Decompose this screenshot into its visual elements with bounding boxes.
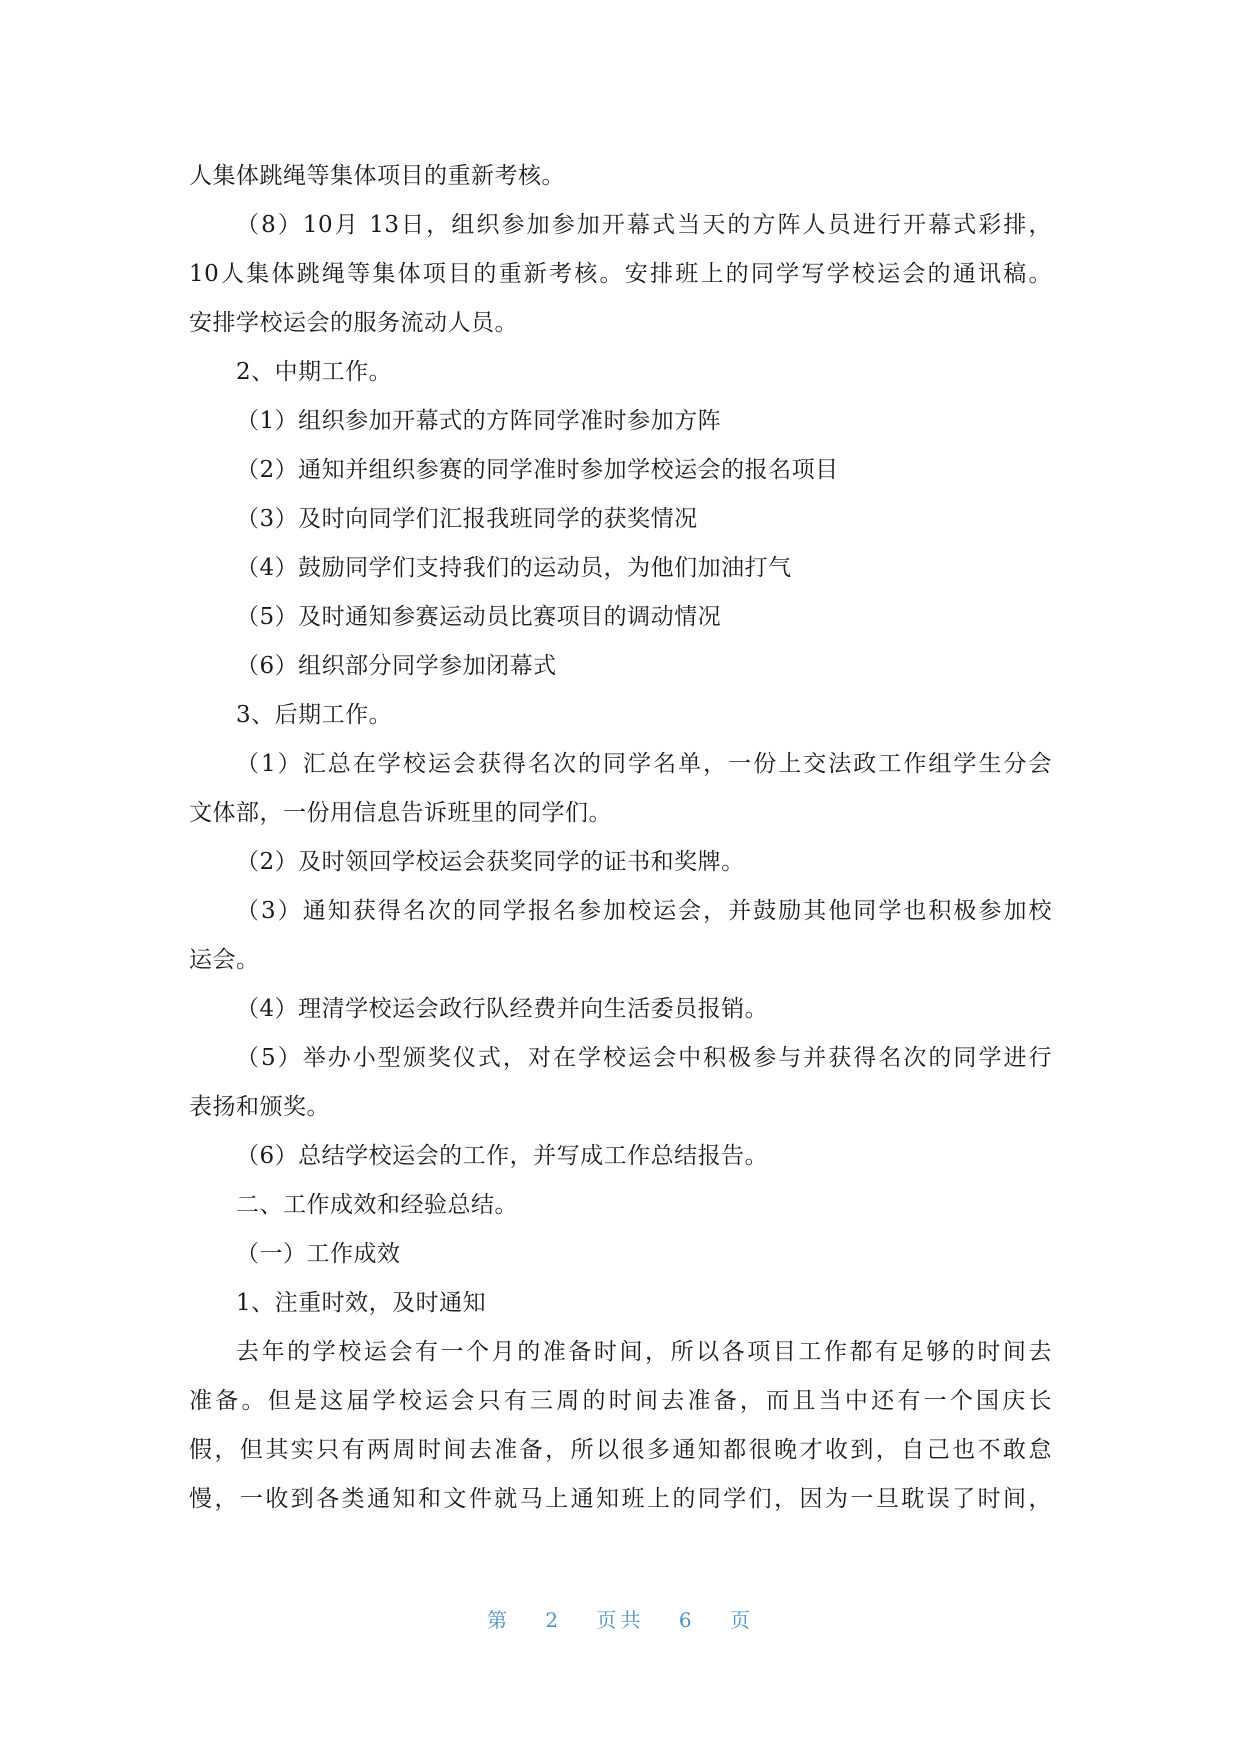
text-line: 安排学校运会的服务流动人员。 <box>189 310 518 336</box>
footer-suffix: 页 <box>729 1608 754 1632</box>
text-line: 人集体跳绳等集体项目的重新考核。 <box>189 163 565 189</box>
text-line: 表扬和颁奖。 <box>189 1094 330 1120</box>
paragraph-line: 去年的学校运会有一个月的准备时间，所以各项目工作都有足够的时间去 <box>236 1339 1052 1365</box>
text-line: 10人集体跳绳等集体项目的重新考核。安排班上的同学写学校运会的通讯稿。 <box>189 261 1052 287</box>
section-heading: 3、后期工作。 <box>236 702 393 728</box>
page-footer <box>0 1604 1241 1633</box>
paragraph-line: 慢，一收到各类通知和文件就马上通知班上的同学们，因为一旦耽误了时间， <box>189 1486 1052 1512</box>
list-item: （6）组织部分同学参加闭幕式 <box>236 653 557 679</box>
list-item: （5）及时通知参赛运动员比赛项目的调动情况 <box>236 604 722 630</box>
list-item: （2）通知并组织参赛的同学准时参加学校运会的报名项目 <box>236 457 839 483</box>
list-item: （3）通知获得名次的同学报名参加校运会，并鼓励其他同学也积极参加校 <box>236 898 1052 924</box>
text-line: （8）10月 13日，组织参加参加开幕式当天的方阵人员进行开幕式彩排， <box>236 212 1052 238</box>
footer-middle: 页共 <box>596 1608 645 1632</box>
paragraph-line: 准备。但是这届学校运会只有三周的时间去准备，而且当中还有一个国庆长 <box>189 1388 1052 1414</box>
footer-prefix: 第 <box>487 1608 512 1632</box>
document-body <box>189 152 1052 1524</box>
list-item: （3）及时向同学们汇报我班同学的获奖情况 <box>236 506 698 532</box>
subsection-heading: 1、注重时效，及时通知 <box>236 1290 487 1316</box>
text-line: 运会。 <box>189 947 260 973</box>
list-item: （2）及时领回学校运会获奖同学的证书和奖牌。 <box>236 849 745 875</box>
section-heading: 二、工作成效和经验总结。 <box>236 1192 518 1218</box>
list-item: （1）组织参加开幕式的方阵同学准时参加方阵 <box>236 408 722 434</box>
list-item: （6）总结学校运会的工作，并写成工作总结报告。 <box>236 1143 769 1169</box>
current-page-number: 2 <box>545 1608 563 1632</box>
subsection-heading: （一）工作成效 <box>236 1241 401 1267</box>
list-item: （4）鼓励同学们支持我们的运动员，为他们加油打气 <box>236 555 792 581</box>
list-item: （1）汇总在学校运会获得名次的同学名单，一份上交法政工作组学生分会 <box>236 751 1052 777</box>
text-line: 文体部，一份用信息告诉班里的同学们。 <box>189 800 612 826</box>
paragraph-line: 假，但其实只有两周时间去准备，所以很多通知都很晚才收到，自己也不敢怠 <box>189 1437 1052 1463</box>
list-item: （4）理清学校运会政行队经费并向生活委员报销。 <box>236 996 769 1022</box>
section-heading: 2、中期工作。 <box>236 359 393 385</box>
list-item: （5）举办小型颁奖仪式，对在学校运会中积极参与并获得名次的同学进行 <box>236 1045 1052 1071</box>
total-pages-number: 6 <box>678 1608 696 1632</box>
